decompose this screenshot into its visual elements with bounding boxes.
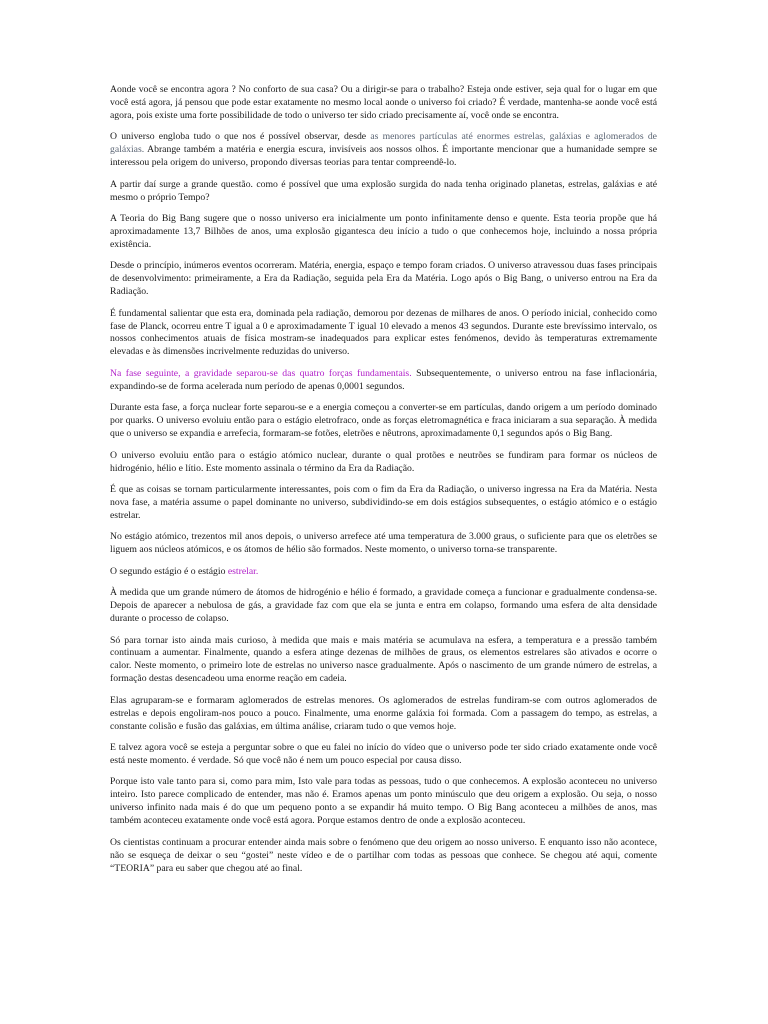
paragraph-universe-scope — [110, 131, 657, 170]
paragraph-galaxies: Elas agruparam-se e formaram aglomerados de estrelas menores. Os aglomerados de estrelas fundiram-se com outros aglomerados de estrelas e depois engoliram-nos pouco a pouco. Finalmente, uma enorme galáxia foi formada. Com a passagem do tempo, as estrelas, a constante colisão e fusão das galáxias, em última análise, criaram tudo o que vemos hoje. — [110, 694, 657, 732]
paragraph-radiation-era: É fundamental salientar que esta era, dominada pela radiação, demorou por dezenas de milhares de anos. O período inicial, conhecido como fase de Planck, ocorreu entre T igual a 0 e aproximadamente T igual 10 elevado a menos 43 segundos. Durante este brevíssimo intervalo, os nossos conhecimentos atuais de física mostram-se inadequados para explicar estes fenómenos, devido às temperaturas extremamente elevadas e às dimensões incrivelmente reduzidas do universo. — [110, 307, 657, 358]
paragraph-closing: Os cientistas continuam a procurar entender ainda mais sobre o fenómeno que deu origem ao nosso universo. E enquanto isso não acontece, não se esqueça de deixar o seu “gostei” neste vídeo e de o partilhar com todas as pessoas que conhece. Se chegou até aqui, comente “TEORIA” para eu saber que chegou até ao final. — [110, 836, 657, 874]
highlighted-text: Na fase seguinte, a gravidade separou-se das quatro forças fundamentais. — [110, 367, 412, 379]
paragraph-text: Subsequentemente, o universo entrou na fase inflacionária, expandindo-se de forma acelerada num período de apenas 0,0001 segundos. — [110, 367, 657, 392]
paragraph-beginning: Desde o princípio, inúmeros eventos ocorreram. Matéria, energia, espaço e tempo foram criados. O universo atravessou duas fases principais de desenvolvimento: primeiramente, a Era da Radiação, seguida pela Era da Matéria. Logo após o Big Bang, o universo entrou na Era da Radiação. — [110, 260, 657, 298]
paragraph-stellar-stage — [110, 566, 657, 579]
paragraph-gravity-condensation: À medida que um grande número de átomos de hidrogénio e hélio é formado, a gravidade começa a funcionar e gradualmente condensa-se. Depois de aparecer a nebulosa de gás, a gravidade faz com que ela se junta e entra em colapso, formando uma esfera de alta densidade durante o processo de colapso. — [110, 587, 657, 625]
paragraph-text: O universo engloba tudo o que nos é possível observar, desde — [110, 131, 371, 143]
highlighted-text: as menores partículas até enormes estrelas, galáxias e aglomerados de galáxias. — [110, 131, 657, 156]
paragraph-everyone: Porque isto vale tanto para si, como para mim, Isto vale para todas as pessoas, tudo o que conhecemos. A explosão aconteceu no universo inteiro. Isto parece complicado de entender, mas não é. Eramos apenas um ponto minúsculo que deu origem a explosão. Ou seja, o nosso universo infinito nada mais é do que um pequeno ponto a se expandir há muito tempo. O Big Bang aconteceu a milhões de anos, mas também aconteceu exatamente onde você está agora. Porque estamos dentro de onde a explosão aconteceu. — [110, 776, 657, 827]
paragraph-gravity-separation — [110, 368, 657, 394]
paragraph-intro: Aonde você se encontra agora ? No conforto de sua casa? Ou a dirigir-se para o trabalho? Esteja onde estiver, seja qual for o lugar em que você está agora, já pensou que pode estar exatamente no mesmo local aonde o universo foi criado? É verdade, mantenha-se aonde você está agora, pois existe uma forte possibilidade de todo o universo ter sido criado precisamente aí, você onde se encontra. — [110, 84, 657, 121]
paragraph-where-you-are: E talvez agora você se esteja a perguntar sobre o que eu falei no início do vídeo que o universo pode ter sido criado exatamente onde você está neste momento. é verdade. Só que você não é nem um pouco especial por causa disso. — [110, 742, 657, 766]
paragraph-nuclear-stage: O universo evoluiu então para o estágio atómico nuclear, durante o qual protões e neutrões se fundiram para formar os núcleos de hidrogénio, hélio e lítio. Este momento assinala o término da Era da Radiação. — [110, 449, 657, 474]
paragraph-first-stars: Só para tornar isto ainda mais curioso, à medida que mais e mais matéria se acumulava na esfera, a temperatura e a pressão também continuam a aumentar. Finalmente, quando a esfera atinge dezenas de milhões de graus, os elementos estrelares são ativados e ocorre o calor. Neste momento, o primeiro lote de estrelas no universo nasce gradualmente. Após o nascimento de um grande número de estrelas, a formação destas desencadeou uma enorme reação em cadeia. — [110, 634, 657, 685]
paragraph-text: O segundo estágio é o estágio — [110, 565, 228, 577]
document-body — [110, 84, 657, 884]
paragraph-text: Abrange também a matéria e energia escura, invisíveis aos nossos olhos. É importante mencionar que a humanidade sempre se interessou pela origem do universo, propondo diversas teorias para tentar compreendê-lo. — [110, 144, 657, 169]
paragraph-big-bang-theory: A Teoria do Big Bang sugere que o nosso universo era inicialmente um ponto infinitamente denso e quente. Esta teoria propõe que há aproximadamente 13,7 Bilhões de anos, uma explosão gigantesca deu início a tudo o que conhecemos hoje, incluindo a nossa própria existência. — [110, 213, 657, 250]
highlighted-text: estrelar. — [227, 565, 259, 577]
paragraph-atomic-stage: No estágio atómico, trezentos mil anos depois, o universo arrefece até uma temperatura de 3.000 graus, o suficiente para que os eletrões se liguem aos núcleos atómicos, e os átomos de hélio são formados. Neste momento, o universo torna-se transparente. — [110, 531, 657, 556]
paragraph-question: A partir daí surge a grande questão. como é possível que uma explosão surgida do nada tenha originado planetas, estrelas, galáxias e até mesmo o próprio Tempo? — [110, 178, 657, 203]
paragraph-matter-era: É que as coisas se tornam particularmente interessantes, pois com o fim da Era da Radiação, o universo ingressa na Era da Matéria. Nesta nova fase, a matéria assume o papel dominante no universo, subdividindo-se em dois estágios subsequentes, o estágio atómico e o estágio estrelar. — [110, 484, 657, 521]
paragraph-quarks: Durante esta fase, a força nuclear forte separou-se e a energia começou a converter-se em partículas, dando origem a um período dominado por quarks. O universo evoluiu então para o estágio eletrofraco, onde as forças eletromagnética e fraca iniciaram a sua separação. À medida que o universo se expandia e arrefecia, formaram-se fotões, eletrões e nêutrons, aproximadamente 0,1 segundos após o Big Bang. — [110, 402, 657, 440]
